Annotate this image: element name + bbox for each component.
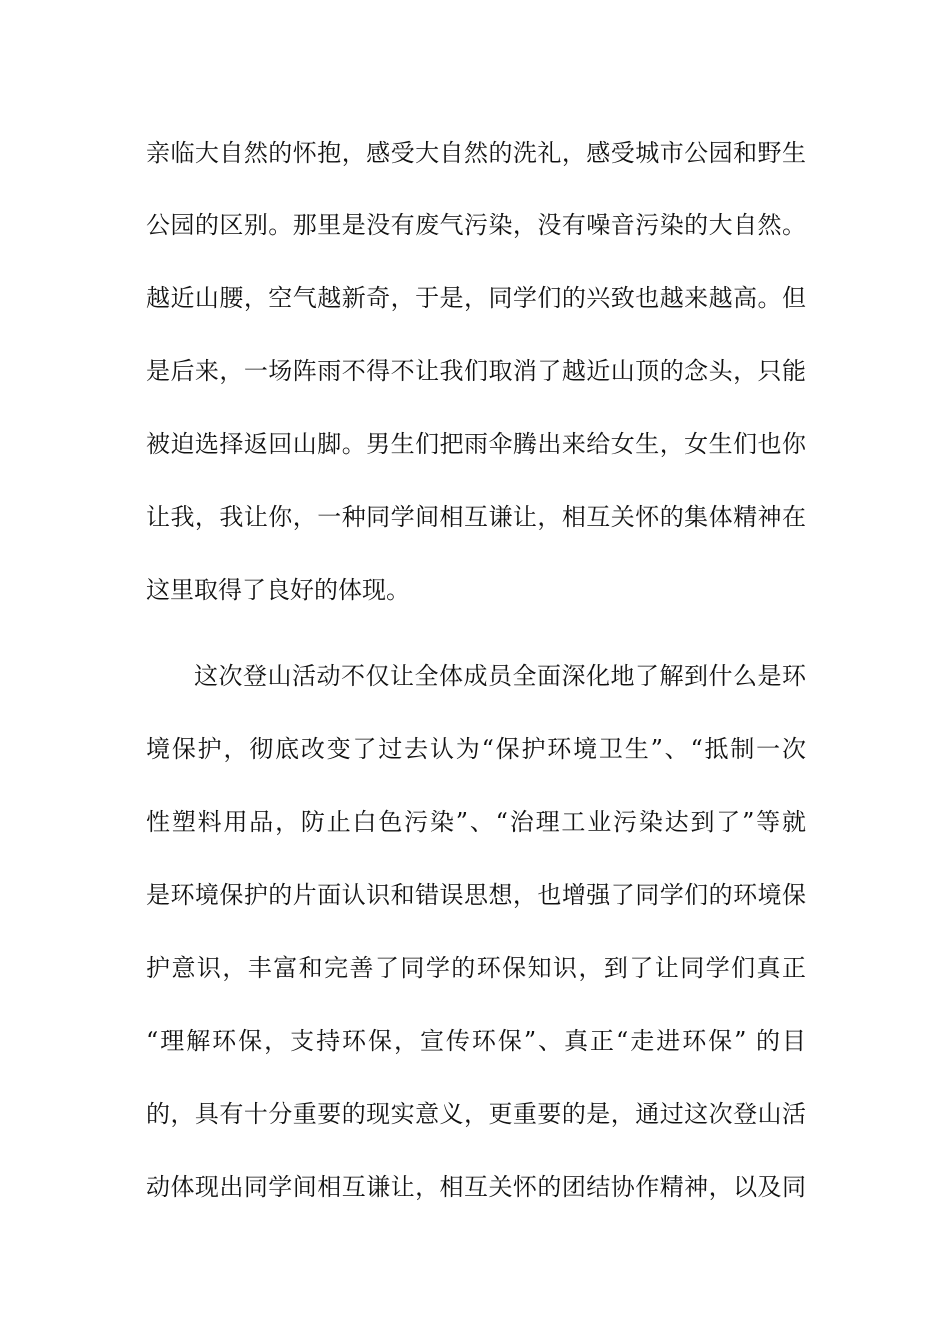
paragraph-line: “理解环保，支持环保，宣传环保”、真正“走进环保” 的目 xyxy=(146,1027,806,1055)
paragraph-line: 越近山腰，空气越新奇，于是，同学们的兴致也越来越高。但 xyxy=(146,284,806,312)
paragraph-line: 性塑料用品，防止白色污染”、“治理工业污染达到了”等就 xyxy=(146,808,806,836)
paragraph-line: 境保护，彻底改变了过去认为“保护环境卫生”、“抵制一次 xyxy=(146,735,806,763)
paragraph-line: 动体现出同学间相互谦让，相互关怀的团结协作精神，以及同 xyxy=(146,1173,806,1201)
paragraph-line: 是后来，一场阵雨不得不让我们取消了越近山顶的念头，只能 xyxy=(146,357,806,385)
paragraph-line: 被迫选择返回山脚。男生们把雨伞腾出来给女生，女生们也你 xyxy=(146,430,806,458)
paragraph-line: 是环境保护的片面认识和错误思想，也增强了同学们的环境保 xyxy=(146,881,806,909)
paragraph-line: 亲临大自然的怀抱，感受大自然的洗礼，感受城市公园和野生 xyxy=(146,139,806,167)
paragraph-line: 公园的区别。那里是没有废气污染，没有噪音污染的大自然。 xyxy=(146,211,806,239)
paragraph-line: 这次登山活动不仅让全体成员全面深化地了解到什么是环 xyxy=(194,662,806,690)
paragraph-line: 护意识，丰富和完善了同学的环保知识，到了让同学们真正 xyxy=(146,954,806,982)
paragraph-line: 的，具有十分重要的现实意义，更重要的是，通过这次登山活 xyxy=(146,1100,806,1128)
paragraph-line: 让我，我让你，一种同学间相互谦让，相互关怀的集体精神在 xyxy=(146,503,806,531)
paragraph-line: 这里取得了良好的体现。 xyxy=(146,576,410,604)
